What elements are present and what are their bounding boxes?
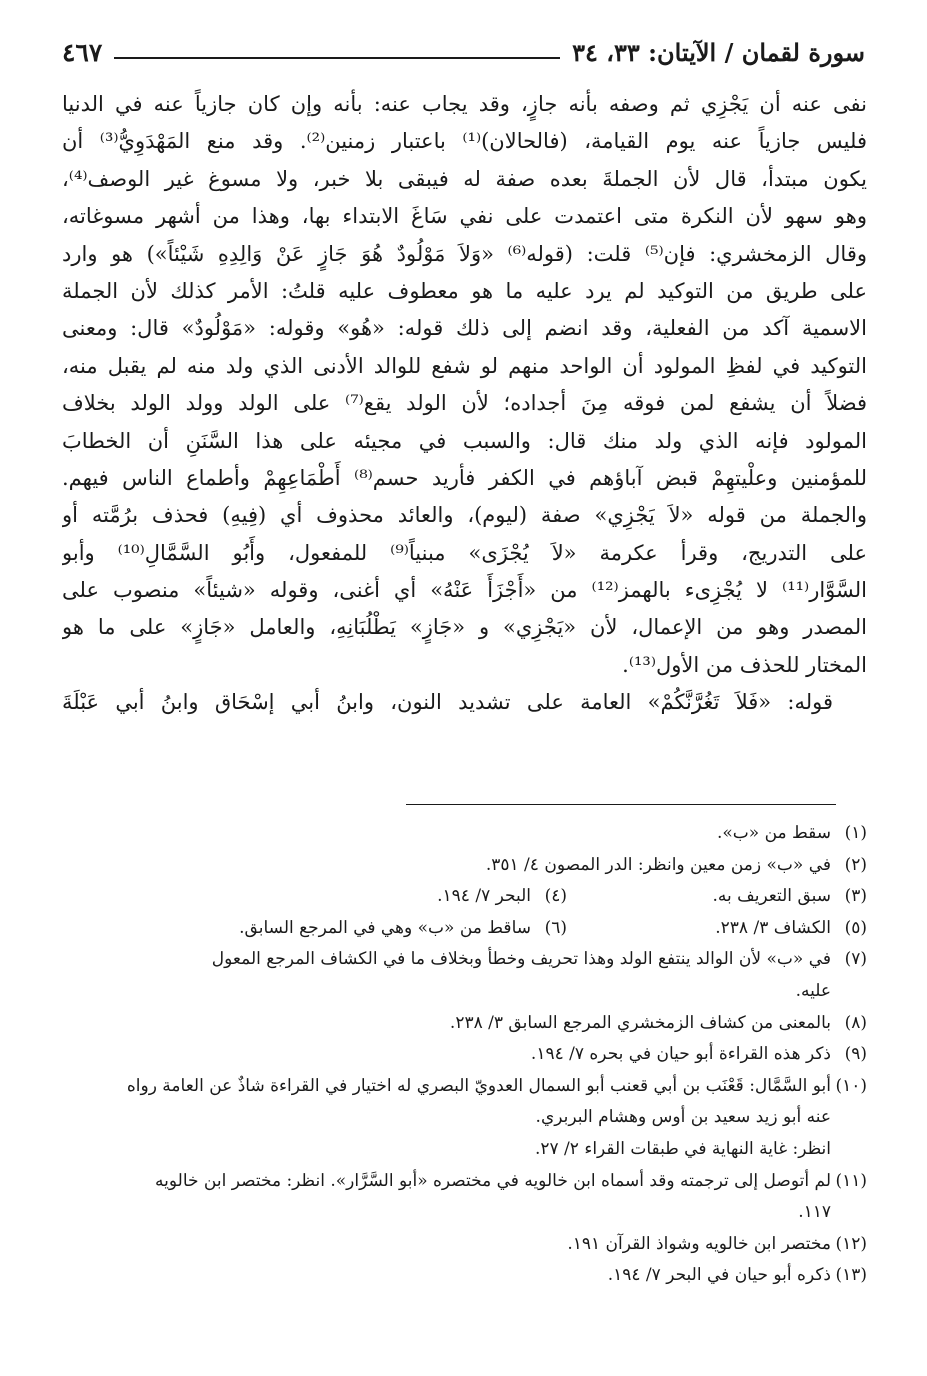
footnote-text: ساقط من «ب» وهي في المرجع السابق. — [239, 917, 531, 938]
footnote-separator — [406, 804, 836, 805]
text-line: المصدر وهو من الإعمال، لأن «يَجْزِي» و «جَازٍ» يَطْلُبَانِهِ، والعامل «جَازٍ» على ما هو — [62, 615, 867, 640]
footnote-line: ١١٧. — [798, 1202, 831, 1223]
page-header-title: سورة لقمان / الآيتان: ٣٣، ٣٤ — [572, 37, 865, 67]
footnote-number: (٦) — [544, 917, 567, 938]
footnote-number: (٧) — [844, 949, 867, 970]
footnote-number: (١) — [844, 823, 867, 843]
footnote — [167, 881, 567, 913]
footnote-number: (٢) — [844, 854, 867, 875]
footnote-pair — [62, 913, 867, 945]
footnote-number: (١٢) — [835, 1233, 867, 1254]
text-line: وهو سهو لأن النكرة متى اعتمدت على نفي سَاغَ الابتداء بها، وهذا من أشهر مسوغاته، — [62, 204, 867, 229]
text-line: المولود فإنه الذي ولد منك قال: والسبب في مجيئه على هذا السَّنَنِ أن الخطابَ — [62, 428, 867, 453]
footnote — [62, 850, 867, 882]
footnote — [62, 1229, 867, 1261]
text-line: على طريق من التوكيد لم يرد عليه ما هو معطوف عليه قلتُ: الأمر كذلك لأن الجملة — [62, 278, 867, 303]
paragraph-2-line: قوله: «فَلاَ تَغُرَّنَّكُمْ» العامة على تشديد النون، وابنُ أبي إسْحَاق وابنُ أبي عَبْلَةَ — [62, 690, 833, 715]
text-line: السَّوَّار⁽¹¹⁾ لا يُجْزِىء بالهمز⁽¹²⁾ من «أَجْزَأَ عَنْهُ» أي أغنى، وقوله «شيئاً» منصوب على — [62, 578, 867, 603]
footnote-text: في «ب» زمن معين وانظر: الدر المصون ٤/ ٣٥١. — [485, 854, 831, 875]
text-line: فضلاً أن يشفع لمن فوقه مِنَ أجداده؛ لأن الولد يقع⁽⁷⁾ على الولد وولد الولد بخلاف — [62, 391, 867, 416]
footnote-text: ذكره أبو حيان في البحر ٧/ ١٩٤. — [607, 1265, 831, 1286]
footnote-line: عليه. — [795, 980, 831, 1001]
footnote-text: الكشاف ٣/ ٢٣٨. — [715, 917, 831, 938]
footnote — [62, 818, 867, 850]
footnote — [567, 881, 867, 913]
page-header — [62, 30, 865, 74]
footnote-text: البحر ٧/ ١٩٤. — [437, 886, 531, 907]
footnote-number: (٥) — [844, 917, 867, 938]
footnote-number: (١٣) — [835, 1265, 867, 1286]
text-line: نفى عنه أن يَجْزِي ثم وصفه بأنه جازٍ، وقد يجاب عنه: بأنه وإن كان جازياً عنه في الدنيا — [62, 92, 867, 116]
footnote-pair — [62, 881, 867, 913]
footnote-text — [62, 944, 831, 1007]
footnote — [62, 1071, 867, 1166]
footnote-text: سبق التعريف به. — [712, 886, 831, 907]
footnote-line: لم أتوصل إلى ترجمته وقد أسماه ابن خالويه في مختصره «أبو السَّرَّار». انظر: مختصر ابن خالويه — [155, 1170, 831, 1191]
footnote-number: (١١) — [835, 1170, 867, 1191]
footnote-line: في «ب» لأن الوالد ينتفع الولد وهذا تحريف وخطأ وبخلاف ما في الكشاف المرجع المعول — [211, 949, 831, 970]
text-line: على التدريج، وقرأ عكرمة «لاَ يُجْزَى» مبنياً⁽⁹⁾ للمفعول، وأَبُو السَّمَّالِ⁽¹⁰⁾ وأبو — [62, 540, 867, 565]
footnote — [167, 913, 567, 945]
footnote-number: (١٠) — [835, 1075, 867, 1096]
text-line: وقال الزمخشري: فإن⁽⁵⁾ قلت: (قوله⁽⁶⁾ «وَلاَ مَوْلُودٌ هُوَ جَازٍ عَنْ وَالِدِهِ شَيْئاً») هو وارد — [62, 241, 867, 266]
footnote-line: أبو السَّمَّال: قَعْنَب بن أبي قعنب أبو السمال العدويّ البصري له اختيار في القراءة شاذٌ عن العامة رواه — [126, 1075, 831, 1096]
footnote-text — [62, 1166, 831, 1229]
header-rule — [114, 57, 560, 59]
footnote-line: عنه أبو زيد سعيد بن أوس وهشام البربري. — [535, 1107, 831, 1128]
footnote-number: (٤) — [544, 886, 567, 907]
text-line: للمؤمنين وعلْيتهِمْ قبض آباؤهم في الكفر فأريد حسم⁽⁸⁾ أَطْمَاعِهِمْ وأطماع الناس فيهم. — [62, 465, 867, 490]
footnote-number: (٨) — [844, 1012, 867, 1033]
footnote — [62, 1166, 867, 1229]
footnote-text — [62, 1071, 831, 1166]
footnote — [567, 913, 867, 945]
main-text — [62, 86, 867, 722]
footnote-number: (٣) — [844, 886, 867, 907]
text-line: يكون مبتدأ، قال لأن الجملةَ بعده صفة له فيبقى بلا خبر، ولا مسوغ غير الوصف⁽⁴⁾، — [62, 166, 867, 191]
footnote — [62, 944, 867, 1007]
footnote — [62, 1039, 867, 1071]
footnote — [62, 1260, 867, 1292]
text-line: الاسمية آكد من الفعلية، وقد انضم إلى ذلك قوله: «هُو» وقوله: «مَوْلُودٌ» قال: ومعنى — [62, 316, 867, 341]
page-number: ٤٦٧ — [62, 37, 103, 67]
footnote-text: بالمعنى من كشاف الزمخشري المرجع السابق ٣/ ٢٣٨. — [449, 1012, 831, 1033]
text-line: فليس جازياً عنه يوم القيامة، (فالحالان)⁽¹⁾ باعتبار زمنين⁽²⁾. وقد منع المَهْدَوِيُّ⁽³⁾ أن — [62, 129, 867, 154]
footnotes — [62, 818, 867, 1292]
footnote-number: (٩) — [844, 1044, 867, 1065]
footnote — [62, 1008, 867, 1040]
text-line: التوكيد في لفظِ المولود أن الواحد منهم لو شفع للوالد الأدنى الذي ولد منه لم يقبل منه، — [62, 353, 867, 378]
text-line: والجملة من قوله «لاَ يَجْزِي» صفة (ليوم)، والعائد محذوف أي (فِيهِ) فحذف برُمَّته أو — [62, 503, 867, 528]
footnote-text: ذكر هذه القراءة أبو حيان في بحره ٧/ ١٩٤. — [530, 1044, 831, 1065]
footnote-text: سقط من «ب». — [716, 823, 831, 843]
footnote-text: مختصر ابن خالويه وشواذ القرآن ١٩١. — [567, 1233, 831, 1254]
text-line: المختار للحذف من الأول⁽¹³⁾. — [622, 652, 867, 677]
footnote-line: انظر: غاية النهاية في طبقات القراء ٢/ ٢٧. — [534, 1138, 831, 1159]
